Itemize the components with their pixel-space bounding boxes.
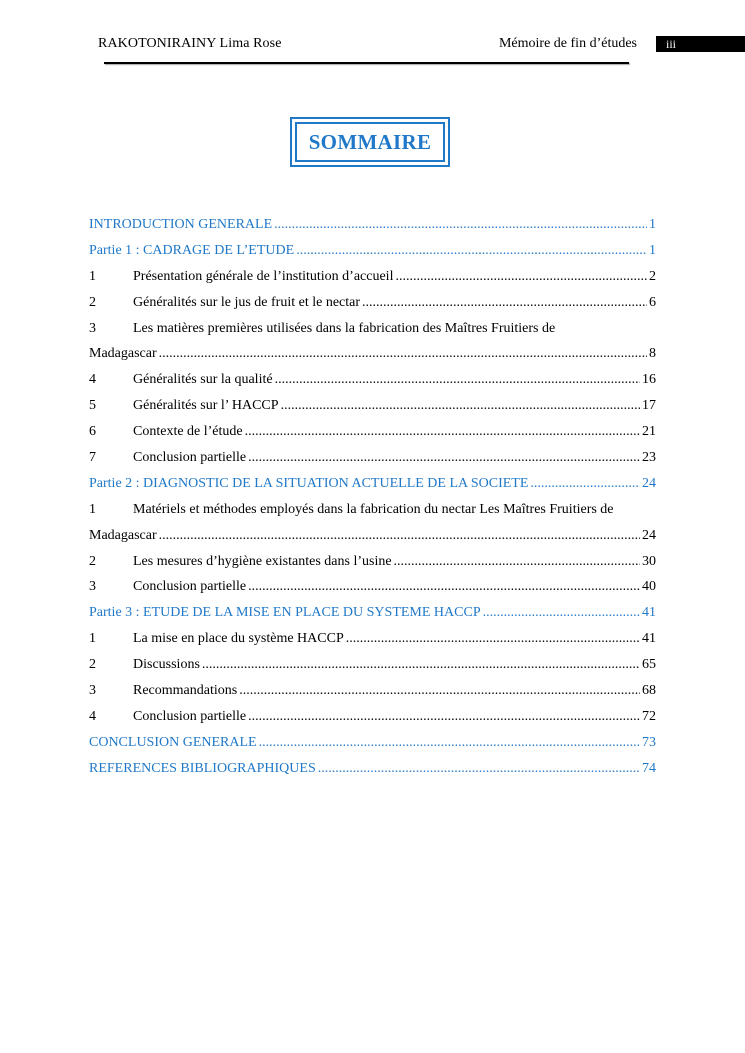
toc-label: Généralités sur le jus de fruit et le nectar [133,294,361,310]
toc-leader [362,290,647,316]
toc-number: 6 [89,424,96,440]
toc-entry-partie-2[interactable] [89,471,656,497]
toc-entry[interactable] [89,574,656,600]
toc-leader [530,471,640,497]
toc-label: Partie 3 : ETUDE DE LA MISE EN PLACE DU SYSTEME HACCP [89,605,481,621]
toc-label: Recommandations [133,683,238,699]
toc-number: 7 [89,450,96,466]
toc-entry[interactable] [89,393,656,419]
toc-leader [275,367,640,393]
toc-page: 17 [642,398,656,414]
toc-leader [296,238,647,264]
header-author: RAKOTONIRAINY Lima Rose [98,36,282,51]
toc-leader [395,264,647,290]
toc-page: 21 [642,424,656,440]
toc-page: 16 [642,372,656,388]
toc-page: 8 [649,346,656,362]
toc-page: 23 [642,450,656,466]
toc-leader [274,212,647,238]
toc-entry[interactable] [89,264,656,290]
toc-label: Madagascar [89,346,157,362]
toc-label: Présentation générale de l’institution d’accueil [133,268,394,284]
toc-entry[interactable] [89,549,656,575]
toc-number: 2 [89,553,96,569]
toc-entry[interactable] [89,497,656,523]
toc-number: 1 [89,631,96,647]
toc-leader [245,419,640,445]
toc-entry-partie-3[interactable] [89,600,656,626]
page-title: SOMMAIRE [295,122,445,162]
toc-leader [483,600,640,626]
toc-label: La mise en place du système HACCP [133,631,344,647]
toc-leader [159,341,647,367]
toc-page: 41 [642,605,656,621]
toc-page: 72 [642,708,656,724]
toc-page: 24 [642,475,656,491]
toc-page: 6 [649,294,656,310]
toc-label: Partie 2 : DIAGNOSTIC DE LA SITUATION ACTUELLE DE LA SOCIETE [89,475,529,491]
toc-leader [159,523,640,549]
toc-entry[interactable] [89,445,656,471]
toc-leader [248,445,640,471]
title-box [290,117,450,167]
toc-label: Les mesures d’hygiène existantes dans l’usine [133,553,392,569]
header-document-type: Mémoire de fin d’études [498,36,637,51]
toc-leader [318,756,640,782]
toc-entry-continuation[interactable] [89,523,656,549]
toc-number: 2 [89,294,96,310]
toc-leader [394,549,640,575]
toc-leader [346,626,640,652]
table-of-contents [89,212,656,782]
toc-entry-conclusion[interactable] [89,730,656,756]
toc-page: 65 [642,657,656,673]
header-divider [104,62,629,64]
toc-page: 1 [649,217,656,232]
toc-label: Conclusion partielle [133,450,247,466]
toc-leader [259,730,640,756]
toc-leader [202,652,640,678]
toc-page: 73 [642,734,656,750]
toc-number: 4 [89,372,96,388]
toc-label: Les matières premières utilisées dans la fabrication des Maîtres Fruitiers de [133,320,556,336]
toc-entry[interactable] [89,367,656,393]
toc-leader [248,574,640,600]
toc-entry-continuation[interactable] [89,341,656,367]
toc-number: 1 [89,268,96,284]
toc-number: 2 [89,657,96,673]
toc-entry[interactable] [89,290,656,316]
toc-label: Généralités sur la qualité [133,372,273,388]
toc-leader [239,678,640,704]
toc-page: 1 [649,242,656,258]
toc-number: 5 [89,398,96,414]
toc-entry-references[interactable] [89,756,656,782]
toc-page: 41 [642,631,656,647]
toc-label: CONCLUSION GENERALE [89,734,257,750]
toc-entry-introduction[interactable] [89,212,656,238]
toc-entry-partie-1[interactable] [89,238,656,264]
toc-leader [281,393,640,419]
toc-page: 24 [642,527,656,543]
toc-label: Conclusion partielle [133,579,247,595]
toc-entry[interactable] [89,704,656,730]
toc-label: Généralités sur l’ HACCP [133,398,279,414]
toc-label: INTRODUCTION GENERALE [89,217,273,232]
toc-page: 40 [642,579,656,595]
toc-number: 3 [89,320,96,336]
toc-label: Madagascar [89,527,157,543]
toc-label: Partie 1 : CADRAGE DE L’ETUDE [89,242,295,258]
toc-entry[interactable] [89,652,656,678]
toc-page: 2 [649,268,656,284]
toc-label: Conclusion partielle [133,708,247,724]
toc-entry[interactable] [89,626,656,652]
toc-page: 30 [642,553,656,569]
toc-entry[interactable] [89,419,656,445]
toc-label: Contexte de l’étude [133,424,243,440]
toc-entry[interactable] [89,678,656,704]
toc-page: 68 [642,683,656,699]
toc-label: Matériels et méthodes employés dans la fabrication du nectar Les Maîtres Fruitiers de [133,501,614,517]
header-page-number: iii [656,36,745,52]
toc-number: 4 [89,708,96,724]
toc-label: Discussions [133,657,200,673]
toc-entry[interactable] [89,316,656,342]
toc-number: 3 [89,579,96,595]
toc-label: REFERENCES BIBLIOGRAPHIQUES [89,760,316,776]
toc-number: 3 [89,683,96,699]
toc-number: 1 [89,501,96,517]
toc-page: 74 [642,760,656,776]
toc-leader [248,704,640,730]
